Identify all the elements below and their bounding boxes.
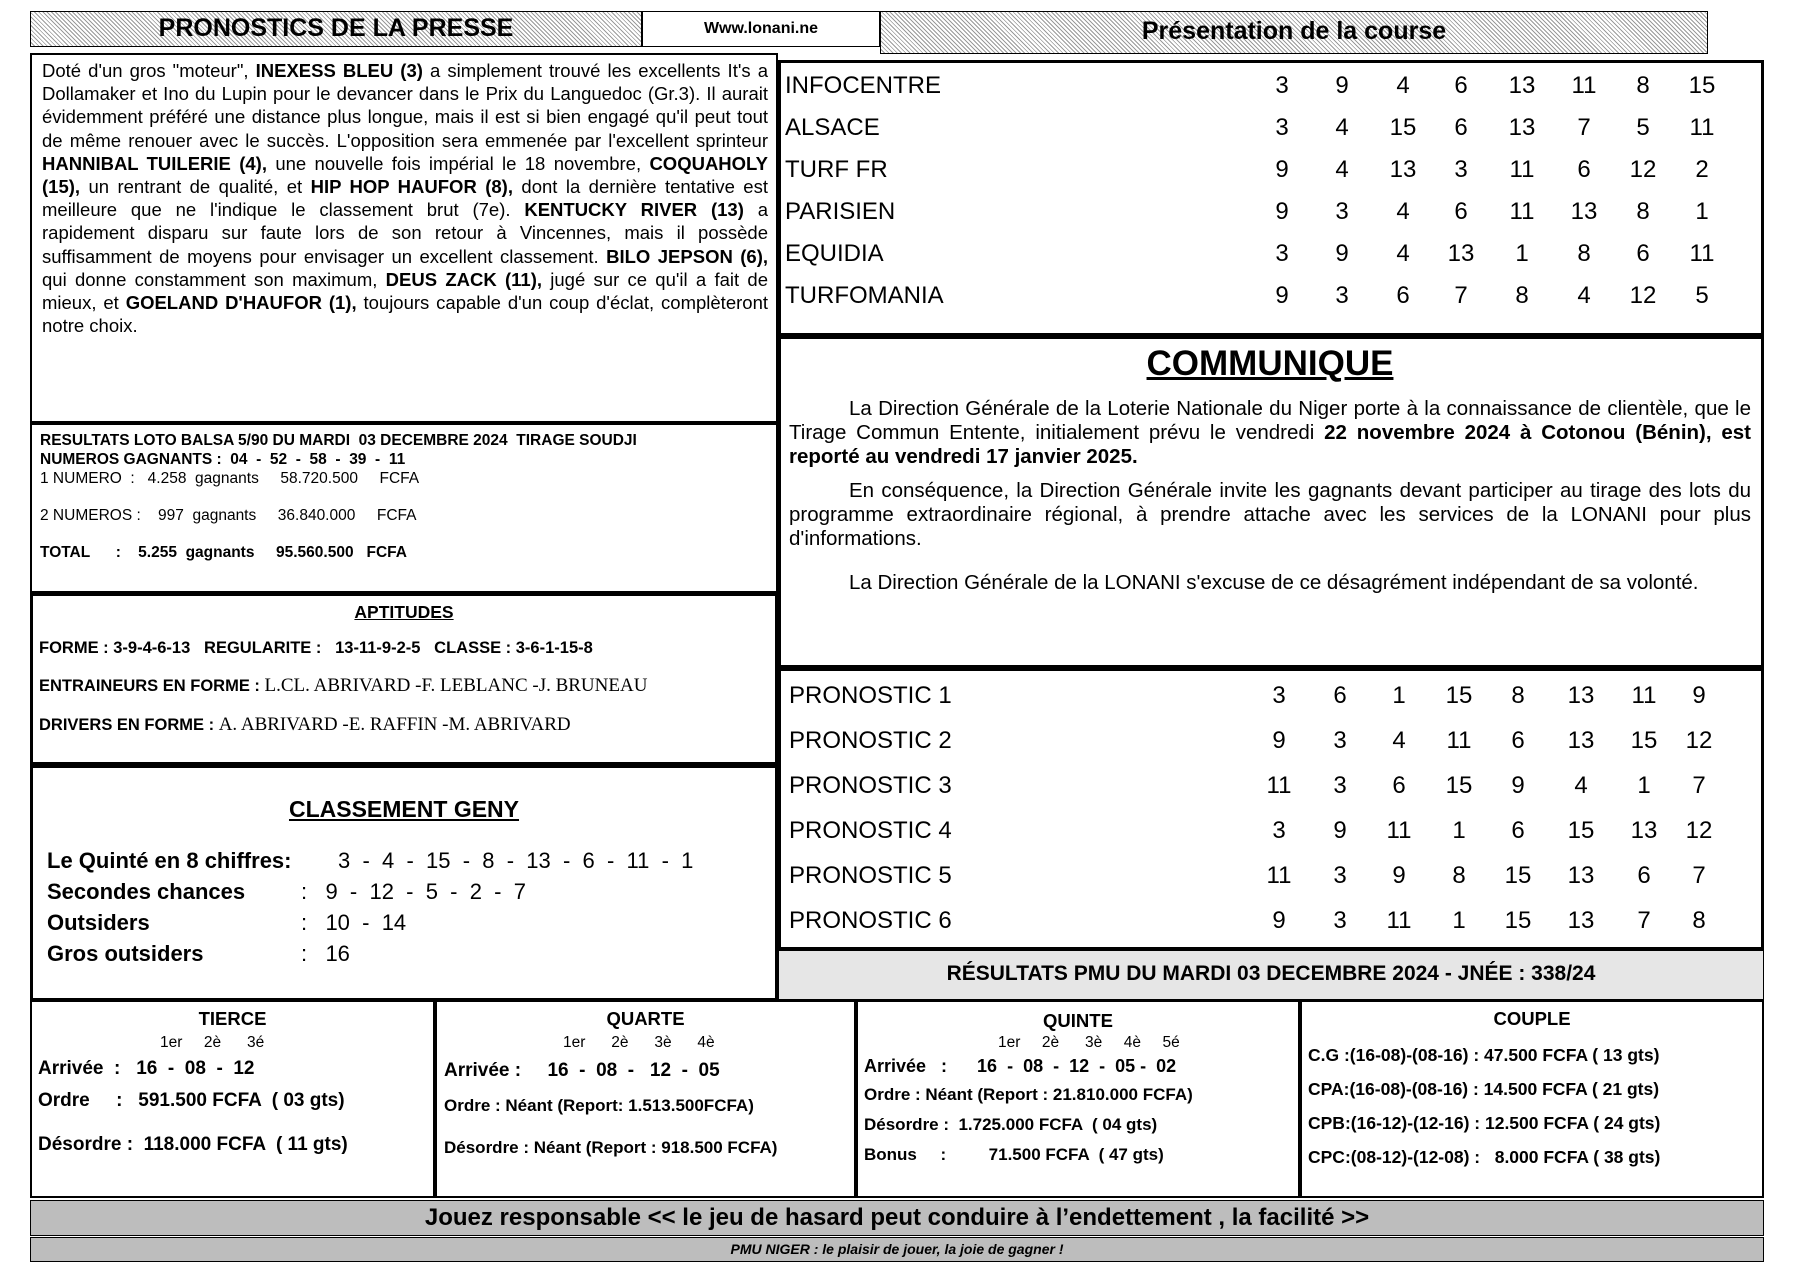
loto-title: RESULTATS LOTO BALSA 5/90 DU MARDI 03 DECEMBRE 2024 TIRAGE SOUDJI: [40, 432, 637, 449]
pronostic-row-label: PRONOSTIC 5: [789, 861, 952, 889]
drivers-line: [39, 714, 775, 736]
aptitudes-box: [30, 593, 778, 765]
website-box: [642, 11, 880, 47]
press-row-number: 9: [1335, 72, 1349, 99]
press-row-number: 11: [1571, 72, 1597, 99]
responsible-banner: [30, 1200, 1764, 1236]
quarte-box: [435, 1000, 856, 1198]
press-row-number: 8: [1636, 198, 1650, 225]
pronostic-row-number: 1: [1452, 816, 1466, 844]
press-row-number: 12: [1629, 282, 1657, 309]
press-row-number: 5: [1695, 282, 1709, 309]
pronostic-row: [789, 718, 1727, 763]
pronostic-row-number: 6: [1392, 771, 1406, 799]
pronostic-row-label: PRONOSTIC 4: [789, 816, 952, 844]
loto-box: [30, 423, 778, 593]
pronostic-row-number: 6: [1511, 816, 1525, 844]
pronostic-row: [789, 673, 1727, 718]
pronostic-row-number: 1: [1392, 681, 1406, 709]
press-text-box: [30, 53, 778, 423]
press-row-label: PARISIEN: [785, 198, 896, 225]
classement-label: Outsiders: [47, 910, 150, 935]
horse-name: COQUAHOLY (15),: [42, 152, 768, 198]
press-row-number: 4: [1577, 282, 1591, 309]
communique-title: COMMUNIQUE: [1146, 344, 1394, 383]
couple-line: CPA:(16-08)-(08-16) : 14.500 FCFA ( 21 gts): [1308, 1079, 1660, 1099]
classement-value: : 9 - 12 - 5 - 2 - 7: [301, 879, 526, 904]
press-text-segment: un rentrant de qualité, et: [80, 176, 311, 198]
loto-line-1: 1 NUMERO : 4.258 gagnants 58.720.500 FCFA: [40, 470, 420, 487]
pronostic-row-number: 13: [1567, 726, 1595, 754]
aptitudes-forme: FORME : 3-9-4-6-13 REGULARITE : 13-11-9-2-5 CLASSE : 3-6-1-15-8: [39, 639, 593, 657]
pronostics-box: [778, 668, 1764, 950]
press-header-title: PRONOSTICS DE LA PRESSE: [158, 14, 514, 42]
press-row: [785, 275, 1729, 317]
communique-body: [789, 397, 1751, 595]
press-text-segment: toujours capable d'un coup d'éclat, complèteront notre choix.: [42, 292, 768, 337]
press-row-number: 13: [1447, 240, 1475, 267]
slogan-banner: [30, 1237, 1764, 1262]
couple-line: CPC:(08-12)-(12-08) : 8.000 FCFA ( 38 gts): [1308, 1147, 1661, 1167]
pronostic-row-number: 3: [1272, 681, 1286, 709]
classement-title: CLASSEMENT GENY: [288, 796, 520, 822]
press-row-number: 13: [1389, 156, 1417, 183]
press-row-number: 7: [1577, 114, 1591, 141]
classement-rows: [33, 845, 775, 975]
communique-p1-text: La Direction Générale de la Loterie Nationale du Niger porte à la connaissance de clientèle, que le Tirage Commun Entente, initialement prévu le vendredi: [789, 397, 1751, 444]
tierce-ranks: 1er 2è 3é: [160, 1034, 265, 1051]
pronostic-row-number: 4: [1392, 726, 1406, 754]
press-row-number: 13: [1570, 198, 1598, 225]
press-row-number: 6: [1577, 156, 1591, 183]
press-text-segment: a simplement trouvé les excellents It's a Dollamaker et Ino du Lupin pour le devancer dans le Prix du Languedoc (Gr.3). Il aurait évidemment préféré une distance plus longue, mais il est si bien engagé qu'il peut tout de même renouer avec le succès. L'opposition sera emmenée par l'excellent sprinteur: [42, 60, 768, 151]
quarte-arrivee: Arrivée : 16 - 08 - 12 - 05: [444, 1060, 720, 1081]
press-row-label: ALSACE: [785, 114, 880, 141]
pronostic-row-number: 6: [1333, 681, 1347, 709]
pronostic-row-number: 4: [1574, 771, 1588, 799]
tierce-box: [30, 1000, 435, 1198]
quinte-desordre: Désordre : 1.725.000 FCFA ( 04 gts): [864, 1115, 1158, 1134]
pronostic-row: [789, 763, 1727, 808]
tierce-ordre: Ordre : 591.500 FCFA ( 03 gts): [38, 1090, 345, 1111]
press-row-number: 6: [1454, 72, 1468, 99]
classement-row: [33, 876, 775, 907]
classement-label: Le Quinté en 8 chiffres:: [47, 848, 292, 873]
pronostic-row-number: 3: [1333, 861, 1347, 889]
press-row-number: 11: [1509, 156, 1535, 183]
press-row: [785, 149, 1729, 191]
press-row: [785, 107, 1729, 149]
communique-paragraph-2: En conséquence, la Direction Générale invite les gagnants devant participer au tirage des lots du programme extraordinaire régional, à prendre attache avec les services de la LONANI pour plus d'informations.: [789, 479, 1751, 550]
couple-line: CPB:(16-12)-(12-16) : 12.500 FCFA ( 24 gts): [1308, 1113, 1661, 1133]
pronostic-row-number: 9: [1333, 816, 1347, 844]
press-row-number: 6: [1636, 240, 1650, 267]
press-text-segment: jugé sur ce qu'il a fait de mieux, et: [42, 268, 768, 314]
pronostic-row-number: 1: [1452, 906, 1466, 934]
slogan-text: PMU NIGER : le plaisir de jouer, la joie de gagner !: [730, 1241, 1064, 1257]
press-row-number: 3: [1275, 114, 1289, 141]
trainers-label: ENTRAINEURS EN FORME :: [39, 677, 265, 695]
press-row-number: 5: [1636, 114, 1650, 141]
press-row-number: 11: [1689, 240, 1715, 267]
press-row-number: 6: [1396, 282, 1410, 309]
pronostic-row-number: 1: [1637, 771, 1651, 799]
pronostic-row-number: 15: [1504, 861, 1532, 889]
pronostic-row: [789, 808, 1727, 853]
tierce-arrivee: Arrivée : 16 - 08 - 12: [38, 1058, 255, 1079]
press-text-segment: qui donne constamment son maximum,: [42, 268, 386, 290]
classement-value: : 16: [301, 941, 350, 966]
horse-name: HANNIBAL TUILERIE (4),: [42, 152, 267, 174]
quarte-title: QUARTE: [606, 1008, 685, 1029]
horse-name: GOELAND D'HAUFOR (1),: [125, 292, 357, 314]
results-title: RÉSULTATS PMU DU MARDI 03 DECEMBRE 2024 - JNÉE : 338/24: [946, 962, 1596, 985]
tierce-desordre: Désordre : 118.000 FCFA ( 11 gts): [38, 1134, 348, 1155]
press-row-number: 13: [1508, 114, 1536, 141]
press-row-number: 3: [1275, 240, 1289, 267]
trainers-line: [39, 675, 775, 697]
pronostic-row-number: 11: [1631, 681, 1657, 709]
pronostic-row-number: 13: [1567, 681, 1595, 709]
press-row-number: 3: [1275, 72, 1289, 99]
press-row-label: TURF FR: [785, 156, 888, 183]
communique-paragraph-3: La Direction Générale de la LONANI s'excuse de ce désagrément indépendant de sa volonté.: [849, 571, 1699, 594]
pronostic-row-label: PRONOSTIC 1: [789, 681, 952, 709]
couple-lines: [1308, 1038, 1762, 1174]
quinte-box: [856, 1000, 1300, 1198]
pronostic-row-number: 11: [1386, 816, 1412, 844]
pronostic-row-number: 15: [1445, 771, 1473, 799]
classement-box: [30, 765, 778, 1001]
press-row-number: 3: [1454, 156, 1468, 183]
pronostic-row-number: 11: [1266, 861, 1292, 889]
pronostic-row-number: 7: [1692, 771, 1706, 799]
communique-p1-bold: 22 novembre 2024 à Cotonou (Bénin), est reporté au vendredi 17 janvier 2025.: [789, 421, 1751, 468]
pronostic-row-number: 3: [1272, 816, 1286, 844]
responsible-text: Jouez responsable << le jeu de hasard peut conduire à l’endettement , la facilité >>: [424, 1204, 1370, 1231]
pronostic-row-label: PRONOSTIC 6: [789, 906, 952, 934]
classement-row: [33, 938, 775, 969]
pronostic-row-number: 6: [1637, 861, 1651, 889]
pronostic-row-number: 8: [1511, 681, 1525, 709]
press-row-number: 13: [1508, 72, 1536, 99]
horse-name: KENTUCKY RIVER (13): [524, 199, 744, 221]
press-row-number: 9: [1335, 240, 1349, 267]
quinte-bonus: Bonus : 71.500 FCFA ( 47 gts): [864, 1145, 1164, 1164]
press-row: [785, 65, 1729, 107]
press-text-segment: Doté d'un gros "moteur",: [42, 60, 256, 81]
pronostic-row-number: 9: [1392, 861, 1406, 889]
classement-label: Secondes chances: [47, 879, 246, 904]
press-row-number: 4: [1335, 156, 1349, 183]
quarte-desordre: Désordre : Néant (Report : 918.500 FCFA): [444, 1138, 778, 1157]
pronostic-row-number: 15: [1504, 906, 1532, 934]
couple-box: [1300, 1000, 1764, 1198]
press-row-label: TURFOMANIA: [785, 282, 944, 309]
pronostic-row-number: 13: [1630, 816, 1658, 844]
press-text-segment: une nouvelle fois impérial le 18 novembre,: [266, 152, 650, 174]
pronostic-row-number: 13: [1567, 906, 1595, 934]
quinte-title: QUINTE: [1043, 1010, 1113, 1031]
pronostic-row: [789, 898, 1727, 943]
pronostic-row-number: 9: [1272, 906, 1286, 934]
pronostic-row-number: 12: [1685, 816, 1713, 844]
press-row-number: 4: [1396, 72, 1410, 99]
pronostic-row-number: 3: [1333, 726, 1347, 754]
press-header: [30, 11, 642, 47]
quinte-ranks: 1er 2è 3è 4è 5é: [998, 1034, 1180, 1051]
race-header: [880, 11, 1708, 54]
press-row-number: 9: [1275, 156, 1289, 183]
pronostic-row-number: 8: [1692, 906, 1706, 934]
press-row: [785, 233, 1729, 275]
press-row-label: INFOCENTRE: [785, 72, 941, 99]
quarte-ordre: Ordre : Néant (Report: 1.513.500FCFA): [444, 1096, 754, 1115]
pronostic-row-number: 7: [1637, 906, 1651, 934]
press-row-number: 3: [1335, 282, 1349, 309]
quarte-ranks: 1er 2è 3è 4è: [563, 1034, 715, 1051]
press-table-box: [778, 60, 1764, 336]
couple-title: COUPLE: [1493, 1008, 1571, 1029]
website-link[interactable]: Www.lonani.ne: [703, 20, 819, 37]
press-table: [785, 65, 1729, 317]
press-row-number: 11: [1689, 114, 1715, 141]
press-text-segment: a rapidement disparu sur faute lors de son retour à Vincennes, mais il possède suffisamment de moyens pour envisager un excellent classement.: [42, 199, 768, 267]
pronostic-row-number: 3: [1333, 771, 1347, 799]
press-row-label: EQUIDIA: [785, 240, 884, 267]
pronostic-row-number: 15: [1630, 726, 1658, 754]
drivers-label: DRIVERS EN FORME :: [39, 716, 219, 734]
press-row-number: 2: [1695, 156, 1709, 183]
pronostic-row-number: 15: [1567, 816, 1595, 844]
pronostic-row-number: 3: [1333, 906, 1347, 934]
results-title-bar: [778, 950, 1764, 1000]
horse-name: BILO JEPSON (6),: [606, 245, 769, 267]
press-row-number: 1: [1695, 198, 1709, 225]
trainers-value: L.CL. ABRIVARD -F. LEBLANC -J. BRUNEAU: [264, 675, 648, 696]
horse-name: INEXESS BLEU (3): [255, 60, 423, 81]
pronostic-row-number: 13: [1567, 861, 1595, 889]
classement-value: 3 - 4 - 15 - 8 - 13 - 6 - 11 - 1: [338, 848, 694, 873]
pronostics-table: [789, 673, 1727, 943]
pronostic-row-number: 9: [1692, 681, 1706, 709]
quinte-ordre: Ordre : Néant (Report : 21.810.000 FCFA): [864, 1085, 1193, 1104]
pronostic-row-number: 7: [1692, 861, 1706, 889]
press-row-number: 11: [1509, 198, 1535, 225]
press-row-number: 8: [1636, 72, 1650, 99]
classement-row: [33, 845, 775, 876]
pronostic-row-label: PRONOSTIC 3: [789, 771, 952, 799]
pronostic-row-number: 11: [1446, 726, 1472, 754]
classement-row: [33, 907, 775, 938]
pronostic-row-number: 8: [1452, 861, 1466, 889]
pronostic-row-number: 11: [1266, 771, 1292, 799]
pronostic-row-number: 9: [1272, 726, 1286, 754]
horse-name: DEUS ZACK (11),: [385, 268, 543, 290]
pronostic-row-number: 12: [1685, 726, 1713, 754]
press-row-number: 3: [1335, 198, 1349, 225]
press-row-number: 7: [1454, 282, 1468, 309]
press-row-number: 8: [1577, 240, 1591, 267]
press-row-number: 9: [1275, 198, 1289, 225]
press-row-number: 15: [1688, 72, 1716, 99]
press-row-number: 1: [1515, 240, 1529, 267]
pronostic-row-number: 6: [1511, 726, 1525, 754]
aptitudes-title: APTITUDES: [354, 602, 454, 622]
press-row-number: 12: [1629, 156, 1657, 183]
horse-name: HIP HOP HAUFOR (8),: [310, 176, 513, 198]
press-row: [785, 191, 1729, 233]
press-row-number: 4: [1335, 114, 1349, 141]
classement-value: : 10 - 14: [301, 910, 407, 935]
pronostic-row-label: PRONOSTIC 2: [789, 726, 952, 754]
classement-label: Gros outsiders: [47, 941, 204, 966]
communique-box: [778, 336, 1764, 668]
press-text: [32, 55, 776, 337]
loto-total: TOTAL : 5.255 gagnants 95.560.500 FCFA: [40, 544, 407, 561]
pronostic-row-number: 11: [1386, 906, 1412, 934]
pronostic-row-number: 9: [1511, 771, 1525, 799]
pronostic-row: [789, 853, 1727, 898]
tierce-title: TIERCE: [198, 1008, 267, 1029]
press-row-number: 6: [1454, 198, 1468, 225]
pronostic-row-number: 15: [1445, 681, 1473, 709]
communique-paragraph-1: [789, 397, 1751, 469]
press-row-number: 4: [1396, 198, 1410, 225]
press-row-number: 15: [1389, 114, 1417, 141]
quinte-arrivee: Arrivée : 16 - 08 - 12 - 05 - 02: [864, 1056, 1177, 1076]
race-header-title: Présentation de la course: [1141, 17, 1447, 45]
press-row-number: 4: [1396, 240, 1410, 267]
drivers-value: A. ABRIVARD -E. RAFFIN -M. ABRIVARD: [218, 714, 571, 735]
loto-line-2: 2 NUMEROS : 997 gagnants 36.840.000 FCFA: [40, 507, 417, 524]
press-row-number: 6: [1454, 114, 1468, 141]
press-row-number: 9: [1275, 282, 1289, 309]
press-text-segment: dont la dernière tentative est meilleure que ne l'indique le classement brut (7e).: [42, 176, 768, 221]
press-row-number: 8: [1515, 282, 1529, 309]
couple-line: C.G :(16-08)-(08-16) : 47.500 FCFA ( 13 gts): [1308, 1045, 1660, 1065]
loto-numbers: NUMEROS GAGNANTS : 04 - 52 - 58 - 39 - 11: [40, 451, 406, 468]
